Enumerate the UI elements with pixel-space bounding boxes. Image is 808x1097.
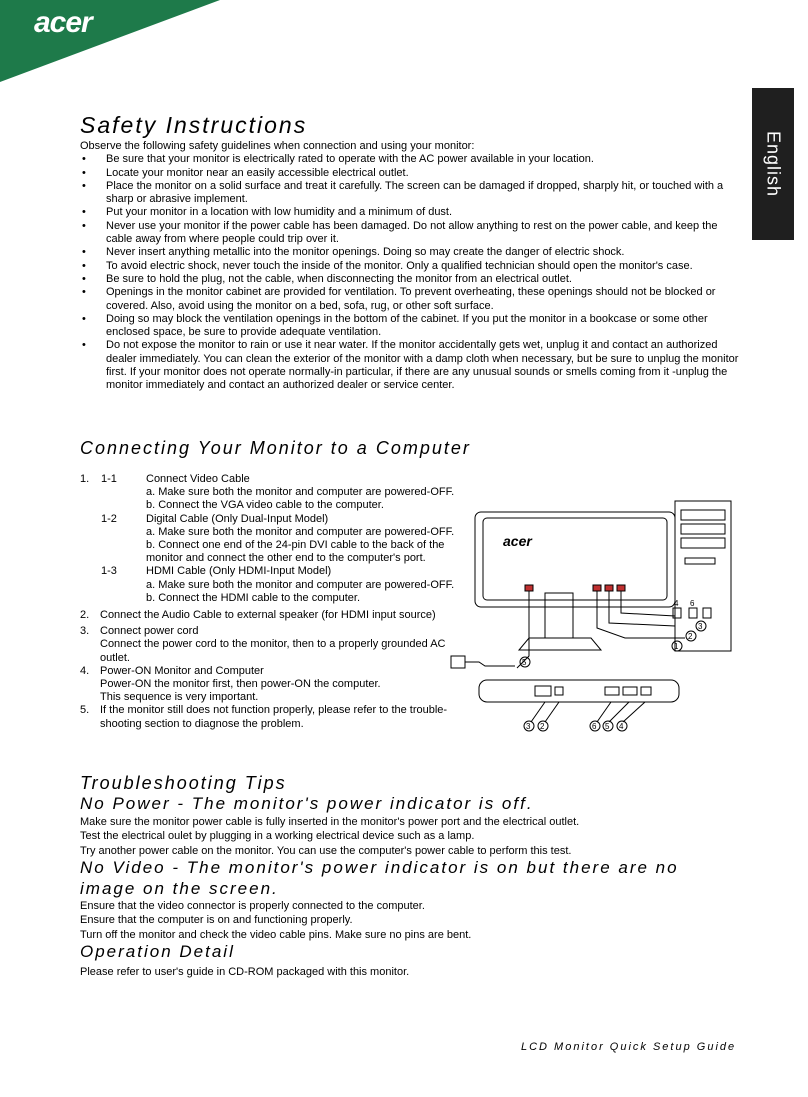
substep-text: a. Make sure both the monitor and computer are powered-OFF. xyxy=(146,525,455,538)
acer-logo: acer xyxy=(34,6,92,39)
step-2 xyxy=(80,609,470,622)
no-power-section xyxy=(80,816,579,859)
list-item: • Doing so may block the ventilation openings in the bottom of the cabinet. If you put the monitor in a bookcase or some other enclosed space, be sure to provide adequate ventilation. xyxy=(80,313,740,340)
callout-label: 6 xyxy=(690,599,695,608)
substep-text: b. Connect one end of the 24-pin DVI cable to the back of the monitor and connect the other end to the computer's port. xyxy=(146,539,445,565)
substep-title: HDMI Cable (Only HDMI-Input Model) xyxy=(146,565,332,578)
list-item: • Be sure to hold the plug, not the cable, when disconnecting the monitor from an electrical outlet. xyxy=(80,273,740,286)
callout-label: 4 xyxy=(674,599,679,608)
callout-label: 5 xyxy=(522,658,527,667)
step-text: If the monitor still does not function properly, please refer to the trouble-shooting section to diagnose the problem. xyxy=(100,704,448,730)
logo-band xyxy=(0,0,220,82)
list-item: • Never insert anything metallic into the monitor openings. Doing so may create the danger of electric shock. xyxy=(80,246,740,259)
no-video-text: Ensure that the video connector is properly connected to the computer. xyxy=(80,900,425,912)
list-item: • To avoid electric shock, never touch the inside of the monitor. Only a qualified technician should open the monitor's case. xyxy=(80,260,740,273)
step-number: 2. xyxy=(80,609,90,622)
safety-title: Safety Instructions xyxy=(80,112,308,138)
step-text: Connect the power cord to the monitor, then to a properly grounded AC outlet. xyxy=(100,638,446,664)
monitor-bottom xyxy=(479,680,679,702)
no-video-text: Ensure that the computer is on and functioning properly. xyxy=(80,913,353,926)
connect-steps xyxy=(80,473,470,731)
step-text: Connect the Audio Cable to external speaker (for HDMI input source) xyxy=(100,609,436,622)
diagram-logo: acer xyxy=(503,533,532,549)
substep-number: 1-3 xyxy=(101,565,117,578)
list-item: • Never use your monitor if the power cable has been damaged. Do not allow anything to rest on the power cable, and keep the cable away from where people could trip over it. xyxy=(80,220,740,247)
step-1-2 xyxy=(80,513,470,566)
list-item: • Be sure that your monitor is electrically rated to operate with the AC power available in your location. xyxy=(80,153,740,166)
substep-text: a. Make sure both the monitor and computer are powered-OFF. xyxy=(146,578,455,591)
substep-number: 1-2 xyxy=(101,512,117,525)
monitor-back xyxy=(475,512,675,607)
no-video-title-cont: image on the screen. xyxy=(80,879,279,898)
step-1-3 xyxy=(80,565,470,605)
step-text: This sequence is very important. xyxy=(100,691,259,704)
no-power-text: Test the electrical oulet by plugging in a working electrical device such as a lamp. xyxy=(80,829,475,842)
no-video-text: Turn off the monitor and check the video cable pins. Make sure no pins are bent. xyxy=(80,929,472,941)
operation-title: Operation Detail xyxy=(80,942,235,961)
step-4 xyxy=(80,665,470,705)
substep-text: a. Make sure both the monitor and computer are powered-OFF. xyxy=(146,486,455,499)
substep-text: b. Connect the HDMI cable to the computer. xyxy=(146,591,361,604)
operation-text: Please refer to user's guide in CD-ROM packaged with this monitor. xyxy=(80,966,410,978)
no-video-section xyxy=(80,900,471,943)
step-5 xyxy=(80,704,470,730)
step-number: 5. xyxy=(80,704,90,717)
step-number: 1. xyxy=(80,473,90,485)
step-title: Power-ON Monitor and Computer xyxy=(100,664,264,677)
step-title: Connect power cord xyxy=(100,625,199,638)
callout-label: 2 xyxy=(688,632,693,641)
substep-number: 1-1 xyxy=(101,473,117,485)
step-1 xyxy=(80,473,470,513)
callout-label: 3 xyxy=(698,622,703,631)
step-number: 4. xyxy=(80,664,90,677)
connect-title: Connecting Your Monitor to a Computer xyxy=(80,438,471,458)
step-3 xyxy=(80,625,470,665)
no-video-title: No Video - The monitor's power indicator is on but there are no xyxy=(80,858,679,877)
step-text: Power-ON the monitor first, then power-ON the computer. xyxy=(100,678,381,691)
substep-title: Connect Video Cable xyxy=(146,473,250,485)
list-item: • Locate your monitor near an easily accessible electrical outlet. xyxy=(80,167,740,180)
callout-label: 1 xyxy=(674,642,679,651)
substep-title: Digital Cable (Only Dual-Input Model) xyxy=(146,512,329,525)
list-item: • Place the monitor on a solid surface and treat it carefully. The screen can be damaged if dropped, sharply hit, or touched with a sharp or abrasive implement. xyxy=(80,180,740,207)
callout-label: 6 xyxy=(592,722,597,731)
callout-label: 3 xyxy=(526,722,531,731)
safety-section xyxy=(80,140,740,393)
callout-label: 2 xyxy=(540,722,545,731)
list-item: • Do not expose the monitor to rain or use it near water. If the monitor accidentally gets wet, unplug it and contact an authorized dealer immediately. You can clean the exterior of the monitor with a damp cloth when necessary, but be sure to unplug the monitor first. If your monitor does not operate normally-in particular, if there are any unusual sounds or smells coming from it -unplug the monitor immediately and contact an authorized dealer or service center. xyxy=(80,339,740,392)
no-power-text: Try another power cable on the monitor. You can use the computer's power cable to perform this test. xyxy=(80,845,572,857)
callout-label: 4 xyxy=(619,722,624,731)
substep-text: b. Connect the VGA video cable to the computer. xyxy=(146,499,384,512)
language-tab xyxy=(752,88,794,240)
list-item: • Put your monitor in a location with low humidity and a minimum of dust. xyxy=(80,206,740,219)
list-item: • Openings in the monitor cabinet are provided for ventilation. To prevent overheating, these openings should not be blocked or covered. Also, avoid using the monitor on a bed, sofa, rug, or other soft surface. xyxy=(80,286,740,313)
step-number: 3. xyxy=(80,625,90,638)
safety-list xyxy=(80,153,740,392)
no-power-text: Make sure the monitor power cable is fully inserted in the monitor's power port and the electrical outlet. xyxy=(80,816,580,828)
callout-label: 5 xyxy=(605,722,610,731)
safety-intro: Observe the following safety guidelines when connection and using your monitor: xyxy=(80,140,475,152)
no-power-title: No Power - The monitor's power indicator is off. xyxy=(80,794,534,813)
connection-diagram xyxy=(445,498,735,743)
language-label: English xyxy=(763,130,784,198)
footer: LCD Monitor Quick Setup Guide xyxy=(521,1041,737,1053)
trouble-title: Troubleshooting Tips xyxy=(80,773,287,793)
